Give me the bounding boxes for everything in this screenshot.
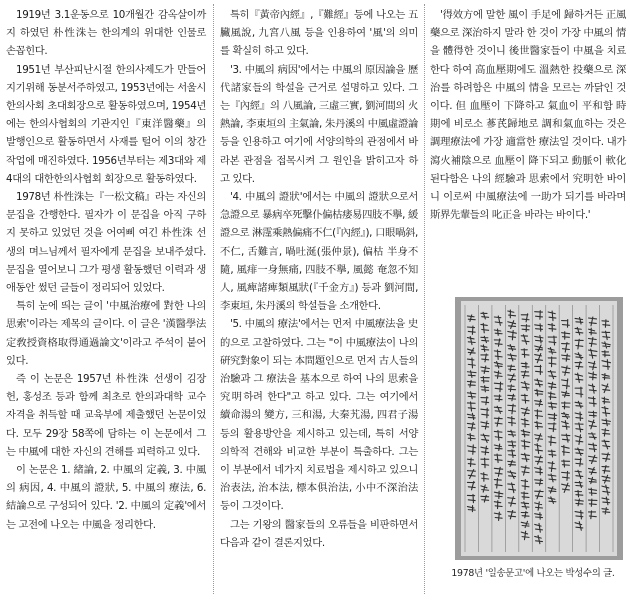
paragraph: '得效方에 말한 風이 手足에 歸하거든 正風藥으로 深治하지 말라 한 것이 가장 中風의 情을 體得한 것이니 後世醫家들이 中風을 치료한다 하여 高血壓期에도 溫熱한 投藥으로 深治를 하려함은 中風의 情을 모르는 까닭인 것이다. 但 血壓이 下降하고 氣血이 平和함 時期에 비로소 蔘芪歸地로 調和氣血하는 것은 調理療法에 가장 適當한 療法일 것이다. 내가 瀉火補陰으로 血壓이 降下되고 動脈이 軟化된다함은 나의 經驗과 思索에서 究明한 바이니 이로써 中風療法에 一助가 되기를 바라며 斯界先輩들의 叱正을 바라는 바이다.' — [430, 9, 626, 222]
paragraph: 그는 기왕의 醫家들의 오류들을 비판하면서 다음과 같이 결론지었다. — [220, 518, 418, 549]
text-column-3 — [430, 6, 626, 224]
paragraph: 1978년 朴性洙는『一松文稿』라는 자신의 문집을 간행한다. 필자가 이 문집을 아직 구하지 못하고 있었던 것을 어여삐 여긴 朴性洙 선생의 며느님께서 필자에게 문집을 보내주셨다. 문집을 열어보니 그가 평생 활동했던 이력과 생애동안 썼던 글들이 정리되어 있었다. — [6, 191, 206, 295]
paragraph: 1951년 부산피난시절 한의사제도가 만들어지기위해 동분서주하였고, 1953년에는 서울시한의사회 초대회장으로 활동하였으며, 1954년에는 한의사협회의 기관지인『東洋醫藥』의 발행인으로 활동하면서 사재를 털어 이의 창간작업에 매진하였다. 1956년부터는 제3대와 제4대의 대한한의사협회 회장으로 활동하였다. — [6, 63, 206, 185]
paragraph: 특히『黃帝內經』,『難經』등에 나오는 五臟風說, 九宮八風 등을 인용하여 '風'의 의미를 확실히 하고 있다. — [220, 9, 418, 58]
text-column-2 — [220, 6, 418, 552]
column-divider — [424, 4, 425, 594]
paragraph: '4. 中風의 證狀'에서는 中風의 證狀으로서 急證으로 暴病卒死擊仆偏枯痿易四肢不擧, 緩證으로 淋霪乘熱偏痛不仁(『內經』), 口眼喎斜, 不仁, 舌難言, 喎吐涎(張仲景), 偏枯 半身不隨, 風痱一身無痛, 四肢不擧, 風懿 奄忽不知人, 風痺諸痺類風狀(『千金方』) 등과 劉河間, 李東垣, 朱丹溪의 학설들을 소개한다. — [220, 191, 418, 313]
paragraph: 이 논문은 1. 緒論, 2. 中風의 定義, 3. 中風의 病因, 4. 中風의 證狀, 5. 中風의 療法, 6. 結論으로 구성되어 있다. '2. 中風의 定義'에서는 고전에 나오는 中風을 정리한다. — [6, 464, 206, 531]
manuscript-photo — [455, 297, 623, 560]
paragraph: '3. 中風의 病因'에서는 中風의 原因論을 歷代諸家들의 학설을 근거로 설명하고 있다. 그는『內經』의 八風論, 三虛三實, 劉河間의 火熱論, 李東垣의 主氣論, 朱丹溪의 中風虛證論 등을 인용하고 여기에 서양의학의 관점에서 바라본 관점을 접목시켜 그 원인을 밝히고자 하고 있다. — [220, 63, 418, 185]
manuscript-image — [455, 297, 623, 560]
text-column-1 — [6, 6, 206, 534]
photo-caption: 1978년 '일송문고'에 나오는 박성수의 글. — [451, 568, 615, 579]
paragraph: '5. 中風의 療法'에서는 먼저 中風療法을 史的으로 고찰하였다. 그는 "이 中風療法이 나의 硏究對象이 되는 本問題인으로 먼저 古人들의 治驗과 그 療法을 基本으로 하여 나의 思索을 究明하려 한다"고 하고 있다. 그는 여기에서 續命湯의 變方, 三和湯, 大秦艽湯, 四君子湯 등의 활용방안을 제시하고 있는데, 특히 서양의학적 견해와 비교한 부분이 특출하다. 그는 이 부분에서 네가지 치료법을 제시하고 있으니 治表法, 治本法, 標本俱治法, 小中不深治法 등이 그것이다. — [220, 318, 418, 513]
paragraph: 특히 눈에 띄는 글이 '中風治療에 對한 나의 思索'이라는 제목의 글이다. 이 글은 '漢醫學法定敎授資格取得通過論文'이라고 주석이 붙어 있다. — [6, 300, 206, 367]
paragraph: 1919년 3.1운동으로 10개월간 감옥살이까지 하였던 朴性洙는 한의계의 위대한 인물로 손꼽힌다. — [6, 9, 206, 58]
column-divider — [213, 4, 214, 594]
paragraph: 즉 이 논문은 1957년 朴性洙 선생이 김장헌, 홍성조 등과 함께 최초로 한의과대학 교수 자격을 취득할 때 교육부에 제출했던 논문이었다. 모두 29장 58쪽에 담하는 이 논문에서 그는 中風에 대한 자신의 견해를 피력하고 있다. — [6, 373, 206, 458]
